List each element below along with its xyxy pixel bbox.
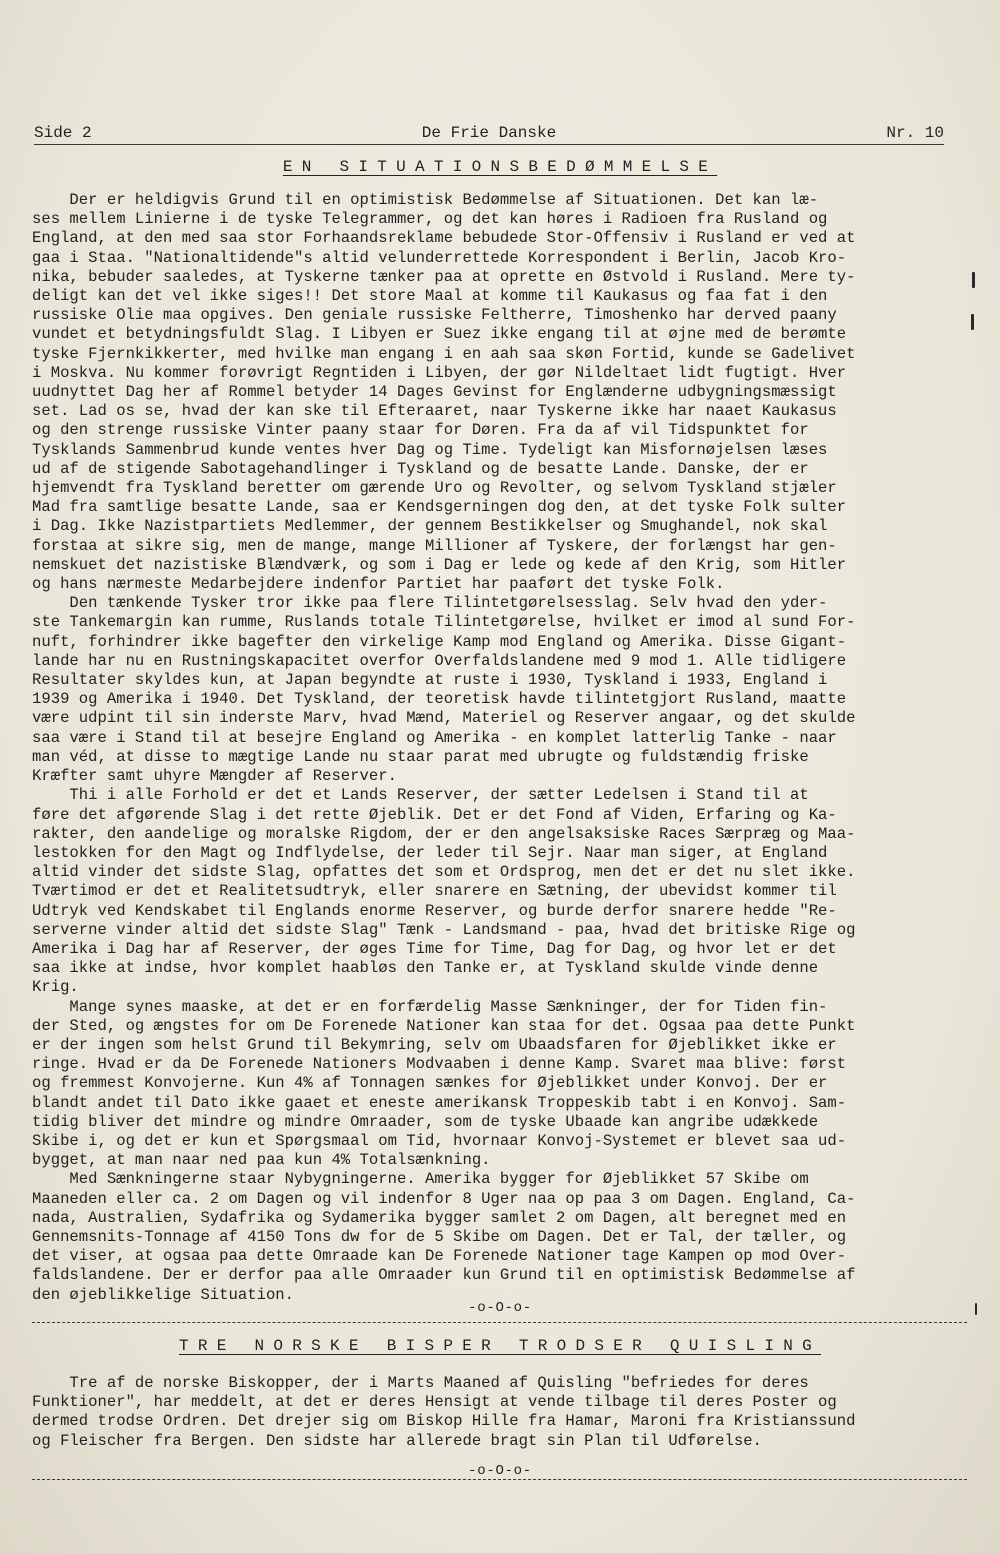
text-line: Gennemsnits-Tonnage af 4150 Tons dw for de 5 Skibe om Dagen. Det er Tal, der tæller, og [32, 1227, 847, 1246]
issue-number: Nr. 10 [886, 124, 944, 142]
text-line: Kræfter samt uhyre Mængder af Reserver. [32, 767, 397, 786]
text-line: Tre af de norske Biskopper, der i Marts Maaned af Quisling "befriedes for deres [32, 1374, 809, 1392]
text-line: 1939 og Amerika i 1940. Det Tyskland, der teoretisk havde tilintetgjort Rusland, maatte [32, 690, 847, 709]
text-line: saa være i Stand til at besejre England og Amerika - en komplet latterlig Tanke - naar [32, 728, 837, 747]
text-line: og fremmest Konvojerne. Kun 4% af Tonnagen sænkes for Øjeblikket under Konvoj. Der er [32, 1074, 828, 1093]
text-line: uudnyttet Dag her af Rommel betyder 14 Dages Gevinst for Englænderne udbygningsmæssigt [32, 383, 837, 402]
article-title: EN SITUATIONSBEDØMMELSE [282, 158, 718, 176]
text-line: gaa i Staa. "Nationaltidende"s altid velunderrettede Korrespondent i Berlin, Jacob Kro- [32, 248, 847, 267]
dashed-rule [32, 1479, 967, 1480]
newspaper-name: De Frie Danske [421, 124, 557, 142]
text-line: Funktioner", har meddelt, at det er deres Hensigt at vende tilbage til deres Poster og [32, 1393, 837, 1412]
page-number: Side 2 [34, 124, 92, 142]
text-line: tyske Fjernkikkerter, med hvilke man engang i en aah saa skøn Fortid, kunde se Gadelivet [32, 344, 856, 363]
text-line: den øjeblikkelige Situation. [32, 1285, 295, 1304]
margin-mark [975, 1303, 977, 1315]
section-separator: -o-O-o- [468, 1463, 532, 1479]
text-line: lestokken for den Magt og Indflydelse, der leder til Sejr. Naar man siger, at England [32, 843, 828, 862]
text-line: lande har nu en Rustningskapacitet overfor Overfaldslandene med 9 mod 1. Alle tidligere [32, 651, 847, 670]
text-line: dermed trodse Ordren. Det drejer sig om Biskop Hille fra Hamar, Maroni fra Kristianssund [32, 1412, 856, 1431]
text-line: Krig. [32, 978, 79, 997]
text-line: nuft, forhindrer ikke bagefter den virkelige Kamp mod England og Amerika. Disse Gigant- [32, 632, 847, 651]
text-line: deligt kan det vel ikke siges!! Det store Maal at komme til Kaukasus og faa fat i den [32, 287, 828, 306]
text-line: rakter, den aandelige og moralske Rigdom, der er den angelsaksiske Races Særpræg og Maa- [32, 824, 856, 843]
text-line: Tysklands Sammenbrud kunde ventes hver Dag og Time. Tydeligt kan Misfornøjelsen læses [32, 440, 828, 459]
text-line: Med Sænkningerne staar Nybygningerne. Amerika bygger for Øjeblikket 57 Skibe om [32, 1170, 809, 1189]
text-line: Thi i alle Forhold er det et Lands Reserver, der sætter Ledelsen i Stand til at [32, 786, 809, 805]
text-line: tidig bliver det mindre og mindre Omraader, som de tyske Ubaade kan angribe udækkede [32, 1112, 819, 1131]
text-line: er der ingen som helst Grund til Bekymring, selv om Ubaadsfaren for Øjeblikket ikke er [32, 1035, 837, 1054]
article-body [32, 191, 947, 1305]
text-line: Amerika i Dag har af Reserver, der øges Time for Time, Dag for Dag, og hvor let er det [32, 939, 837, 958]
text-line: der Sted, og ængstes for om De Forenede Nationer kan staa for det. Ogsaa paa dette Punkt [32, 1016, 856, 1035]
text-line: nada, Australien, Sydafrika og Sydamerika bygger samlet 2 om Dagen, alt beregnet med en [32, 1208, 847, 1227]
text-line: man véd, at disse to mægtige Lande nu staar parat med ubrugte og fuldstændig friske [32, 747, 809, 766]
text-line: det viser, at ogsaa paa dette Omraade kan De Forenede Nationer tage Kampen op mod Over- [32, 1247, 847, 1266]
text-line: hjemvendt fra Tyskland beretter om gærende Uro og Revolter, og selvom Tyskland stjæler [32, 479, 837, 498]
text-line: være udpint til sin inderste Marv, hvad Mænd, Materiel og Reserver angaar, og det skulde [32, 709, 856, 728]
margin-mark [972, 272, 975, 288]
text-line: og hans nærmeste Medarbejdere indenfor Partiet har paaført det tyske Folk. [32, 575, 725, 594]
text-line: i Moskva. Nu kommer forøvrigt Regntiden i Libyen, der gør Nildeltaet lidt fugtigt. Hver [32, 363, 847, 382]
margin-mark [971, 314, 974, 330]
text-line: vundet et betydningsfuldt Slag. I Libyen er Suez ikke engang til at øjne med de berømte [32, 325, 847, 344]
text-line: nika, bebuder saaledes, at Tyskerne tænker paa at oprette en Østvold i Rusland. Mere ty- [32, 267, 856, 286]
text-line: Mange synes maaske, at det er en forfærdelig Masse Sænkninger, der for Tiden fin- [32, 997, 828, 1016]
text-line: Den tænkende Tysker tror ikke paa flere Tilintetgørelsesslag. Selv hvad den yder- [32, 594, 828, 613]
text-line: blandt andet til Dato ikke gaaet et eneste amerikansk Troppeskib tabt i en Konvoj. Sam- [32, 1093, 847, 1112]
text-line: England, at den med saa stor Forhaandsreklame bebudede Stor-Offensiv i Rusland er ved at [32, 229, 856, 248]
text-line: Der er heldigvis Grund til en optimistisk Bedømmelse af Situationen. Det kan læ- [32, 191, 819, 209]
text-line: serverne vinder altid det sidste Slag" Tænk - Landsmand - paa, hvad det britiske Rige og [32, 920, 856, 939]
text-line: nemskuet det nazistiske Blændværk, og som i Dag er lede og kede af den Krig, som Hitler [32, 555, 847, 574]
article-title: TRE NORSKE BISPER TRODSER QUISLING [179, 1337, 821, 1355]
text-line: føre det afgørende Slag i det rette Øjeblik. Det er det Fond af Viden, Erfaring og Ka- [32, 805, 837, 824]
page-header [34, 124, 944, 145]
text-line: altid vinder det sidste Slag, opfattes det som et Ordsprog, men det er det nu slet ikke. [32, 863, 856, 882]
text-line: og den strenge russiske Vinter paany staar for Døren. Fra da af vil Tidspunktet for [32, 421, 809, 440]
text-line: Udtryk ved Kendskabet til Englands enorme Reserver, og burde derfor snarere hedde "Re- [32, 901, 837, 920]
text-line: ses mellem Linierne i de tyske Telegrammer, og det kan høres i Radioen fra Rusland og [32, 210, 828, 229]
text-line: set. Lad os se, hvad der kan ske til Efteraaret, naar Tyskerne ikke har naaet Kaukasus [32, 402, 837, 421]
text-line: og Fleischer fra Bergen. Den sidste har allerede bragt sin Plan til Udførelse. [32, 1431, 762, 1450]
text-line: bygget, at man naar ned paa kun 4% Totalsænkning. [32, 1151, 491, 1170]
text-line: Maaneden eller ca. 2 om Dagen og vil indenfor 8 Uger naa op paa 3 om Dagen. England, Ca- [32, 1189, 856, 1208]
text-line: Mad fra samtlige besatte Lande, saa er Kendsgerningen dog den, at det tyske Folk sulter [32, 498, 847, 517]
text-line: Tværtimod er det et Realitetsudtryk, eller snarere en Sætning, der ubevidst kommer til [32, 882, 837, 901]
text-line: ringe. Hvad er da De Forenede Nationers Modvaaben i denne Kamp. Svaret maa blive: først [32, 1055, 847, 1074]
text-line: ste Tankemargin kan rumme, Ruslands totale Tilintetgørelse, hvilket er imod al sund For- [32, 613, 856, 632]
text-line: ud af de stigende Sabotagehandlinger i Tyskland og de besatte Lande. Danske, der er [32, 459, 809, 478]
section-separator: -o-O-o- [468, 1300, 532, 1316]
dashed-rule [32, 1322, 967, 1323]
text-line: faldslandene. Der er derfor paa alle Omraader kun Grund til en optimistisk Bedømmelse af [32, 1266, 856, 1285]
text-line: forstaa at sikre sig, men de mange, mange Millioner af Tyskere, der forlængst har gen- [32, 536, 837, 555]
text-line: saa ikke at indse, hvor komplet haabløs den Tanke er, at Tyskland skulde vinde denne [32, 959, 819, 978]
article-body [32, 1374, 947, 1451]
text-line: russiske Olie maa opgives. Den geniale russiske Feltherre, Timoshenko har derved paany [32, 306, 837, 325]
text-line: i Dag. Ikke Nazistpartiets Medlemmer, der gennem Bestikkelser og Smughandel, nok skal [32, 517, 828, 536]
text-line: Resultater skyldes kun, at Japan begyndte at ruste i 1930, Tyskland i 1933, England i [32, 671, 828, 690]
text-line: Skibe i, og det er kun et Spørgsmaal om Tid, hvornaar Konvoj-Systemet er blevet saa ud- [32, 1131, 847, 1150]
